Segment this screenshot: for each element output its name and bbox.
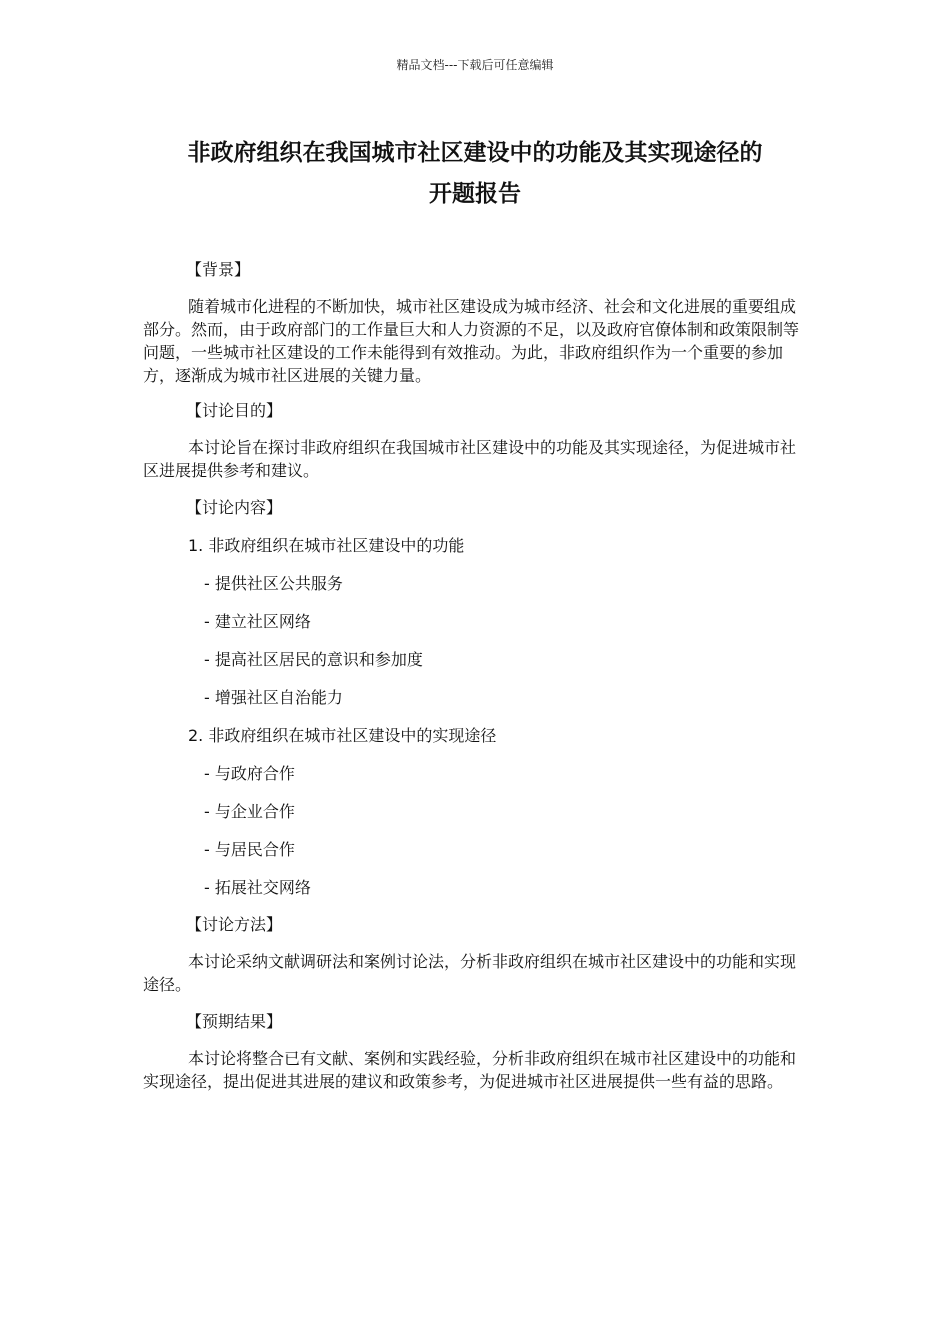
list-subitem: - 与企业合作 — [204, 802, 295, 821]
title-line-2: 开题报告 — [429, 181, 521, 207]
paragraph-purpose: 本讨论旨在探讨非政府组织在我国城市社区建设中的功能及其实现途径，为促进城市社区进展提供参考和建议。 — [143, 438, 797, 480]
list-subitem: - 拓展社交网络 — [204, 878, 311, 897]
paragraph-method: 本讨论采纳文献调研法和案例讨论法，分析非政府组织在城市社区建设中的功能和实现途径。 — [143, 952, 797, 994]
document-body — [143, 258, 805, 1093]
list-subitem: - 提高社区居民的意识和参加度 — [204, 650, 423, 669]
heading-purpose: 【讨论目的】 — [186, 401, 283, 420]
page-header: 精品文档---下载后可任意编辑 — [396, 58, 554, 72]
title-line-1: 非政府组织在我国城市社区建设中的功能及其实现途径的 — [187, 140, 763, 166]
heading-expected: 【预期结果】 — [186, 1012, 283, 1031]
list-subitem: - 提供社区公共服务 — [204, 574, 343, 593]
paragraph-background: 随着城市化进程的不断加快，城市社区建设成为城市经济、社会和文化进展的重要组成部分。然而，由于政府部门的工作量巨大和人力资源的不足，以及政府官僚体制和政策限制等问题，一些城市社区建设的工作未能得到有效推动。为此，非政府组织作为一个重要的参加方，逐渐成为城市社区进展的关键力量。 — [143, 297, 800, 385]
document-title — [140, 133, 810, 215]
list-item-approaches: 2. 非政府组织在城市社区建设中的实现途径 — [188, 726, 497, 745]
heading-background: 【背景】 — [186, 260, 251, 279]
list-subitem: - 与政府合作 — [204, 764, 295, 783]
list-subitem: - 与居民合作 — [204, 840, 295, 859]
list-subitem: - 增强社区自治能力 — [204, 688, 343, 707]
heading-method: 【讨论方法】 — [186, 915, 283, 934]
paragraph-expected: 本讨论将整合已有文献、案例和实践经验，分析非政府组织在城市社区建设中的功能和实现途径，提出促进其进展的建议和政策参考，为促进城市社区进展提供一些有益的思路。 — [143, 1049, 797, 1091]
list-item-functions: 1. 非政府组织在城市社区建设中的功能 — [188, 536, 465, 555]
list-subitem: - 建立社区网络 — [204, 612, 311, 631]
heading-content: 【讨论内容】 — [186, 498, 283, 517]
